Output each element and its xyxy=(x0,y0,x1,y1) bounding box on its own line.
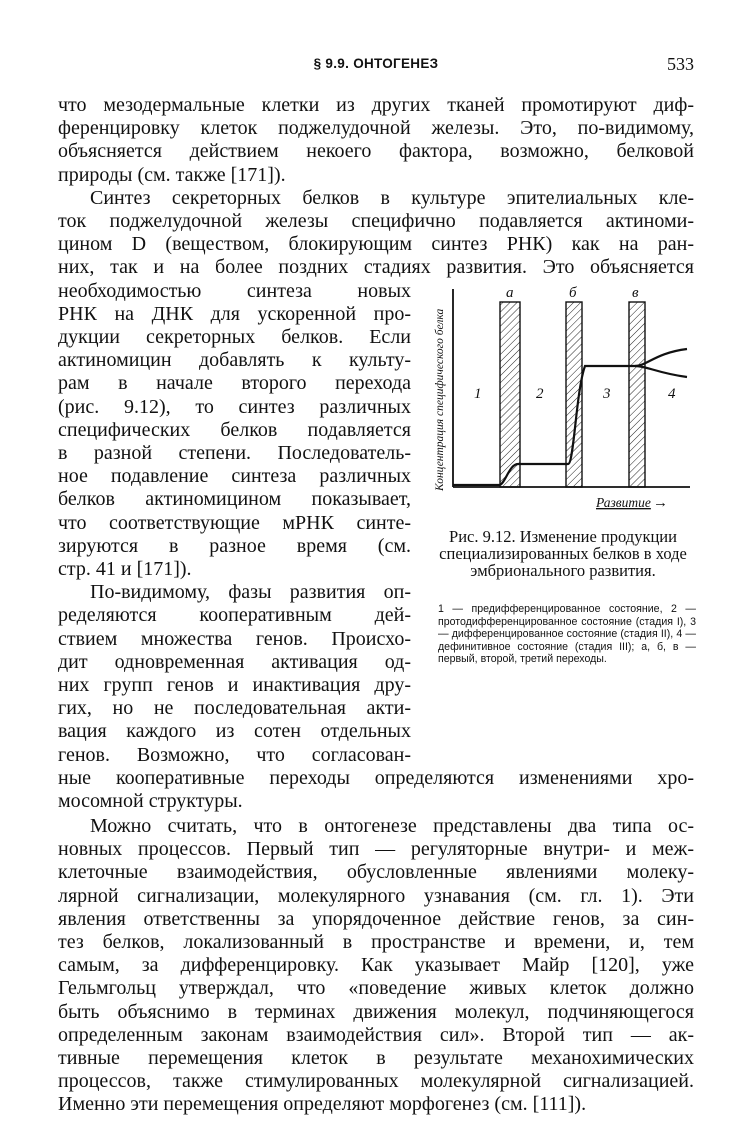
text-line: процессов, также стимулированных молекулярной сигнализацией. xyxy=(58,1070,694,1093)
y-axis-label: Концентрация специфического белка xyxy=(434,308,446,491)
text-line: лярной сигнализации, молекулярного узнавания (см. гл. 1). Эти xyxy=(58,884,694,907)
text-line: Синтез секреторных белков в культуре эпителиальных кле- xyxy=(90,186,694,209)
text-line: специфических белков подавляется xyxy=(58,418,411,441)
text-line: самым, за дифференцировку. Как указывает Майр [120], уже xyxy=(58,954,694,977)
stage-label-2: 2 xyxy=(536,386,544,402)
figure-caption-legend: 1 — предифференцированное состояние, 2 — протодифференцированное состояние (стадия I), 3 — дифференцированное состояние (стадия II), 4 — дефинитивное состояние (стадия III); а, б, в — первый, второй, третий переходы. xyxy=(438,603,696,665)
stage-label-1: 1 xyxy=(474,386,482,402)
text-line: что мезодермальные клетки из других тканей промотируют диф- xyxy=(58,94,694,116)
text-line: рам в начале второго перехода xyxy=(58,372,411,395)
text-line: тез белков, локализованный в пространстве и времени, и, тем xyxy=(58,931,694,953)
figure-caption-title: Рис. 9.12. Изменение продукции специализированных белков в ходе эмбрионального развития. xyxy=(439,527,687,580)
text-line: ное подавление синтеза различных xyxy=(58,465,411,488)
text-line: ференцировку клеток поджелудочной железы. Это, по-видимому, xyxy=(58,117,694,140)
text-line: цином D (веществом, блокирующим синтез РНК) как на ран- xyxy=(58,233,694,256)
text-line: явления ответственны за упорядоченное действие генов, за син- xyxy=(58,907,694,930)
text-line: ток поджелудочной железы специфично подавляется актиноми- xyxy=(58,210,694,232)
text-line: РНК на ДНК для ускоренной про- xyxy=(58,302,411,325)
text-line: актиномицин добавлять к культу- xyxy=(58,349,411,372)
text-line: Гельмгольц утверждал, что «поведение живых клеток должно xyxy=(58,977,694,1000)
figure-diagram xyxy=(425,281,697,521)
text-line: Именно эти перемещения определяют морфогенез (см. [111]). xyxy=(58,1093,587,1116)
text-line: новных процессов. Первый тип — регуляторные внутри- и меж- xyxy=(58,838,694,861)
page-number: 533 xyxy=(667,54,694,74)
text-line: в разной степени. Последователь- xyxy=(58,442,411,464)
text-line: ствием множества генов. Происхо- xyxy=(58,627,411,650)
text-line: генов. Возможно, что согласован- xyxy=(58,743,411,766)
text-line: определенным законам взаимодействия сил». Второй тип — ак- xyxy=(58,1023,694,1046)
transition-label-b: б xyxy=(569,285,577,301)
text-line: зируются в разное время (см. xyxy=(58,534,411,557)
text-line: клеточные взаимодействия, обусловленные явлениями молеку- xyxy=(58,861,694,884)
transition-label-c: в xyxy=(632,285,639,301)
stage-label-4: 4 xyxy=(668,386,676,402)
text-line: необходимостью синтеза новых xyxy=(58,279,411,302)
text-line: дит одновременная активация од- xyxy=(58,650,411,673)
text-line: По-видимому, фазы развития оп- xyxy=(90,581,411,604)
figure-9-12 xyxy=(425,281,697,521)
running-head: § 9.9. ОНТОГЕНЕЗ xyxy=(313,56,439,71)
text-line: дукции секреторных белков. Если xyxy=(58,326,411,348)
text-line: стр. 41 и [171]). xyxy=(58,558,192,580)
text-line: ные кооперативные переходы определяются изменениями хро- xyxy=(58,766,694,789)
text-line: них, так и на более поздних стадиях развития. Это объясняется xyxy=(58,256,694,279)
text-line: ределяются кооперативным дей- xyxy=(58,604,411,627)
transition-label-a: а xyxy=(506,285,514,301)
text-line: них групп генов и инактивация дру- xyxy=(58,674,411,696)
transition-band-a xyxy=(500,302,520,487)
text-line: белков актиномицином показывает, xyxy=(58,488,411,511)
transition-band-c xyxy=(629,302,645,487)
text-line: объясняется действием некоего фактора, возможно, белковой xyxy=(58,140,694,163)
text-line: вация каждого из сотен отдельных xyxy=(58,720,411,743)
text-line: природы (см. также [171]). xyxy=(58,163,286,186)
text-line: что соответствующие мРНК синте- xyxy=(58,511,411,534)
stage-label-3: 3 xyxy=(603,386,611,402)
page-header xyxy=(58,52,694,76)
x-axis-arrow: → xyxy=(653,495,668,511)
text-line: гих, но не последовательная акти- xyxy=(58,697,411,720)
text-line: быть объяснимо в терминах движения молекул, подчиняющегося xyxy=(58,1000,694,1023)
text-line: мосомной структуры. xyxy=(58,790,243,812)
text-line: Можно считать, что в онтогенезе представлены два типа ос- xyxy=(90,815,694,837)
text-line: (рис. 9.12), то синтез различных xyxy=(58,395,411,418)
x-axis-label: Развитие xyxy=(596,495,651,510)
text-line: тивные перемещения клеток в результате механохимических xyxy=(58,1047,694,1069)
